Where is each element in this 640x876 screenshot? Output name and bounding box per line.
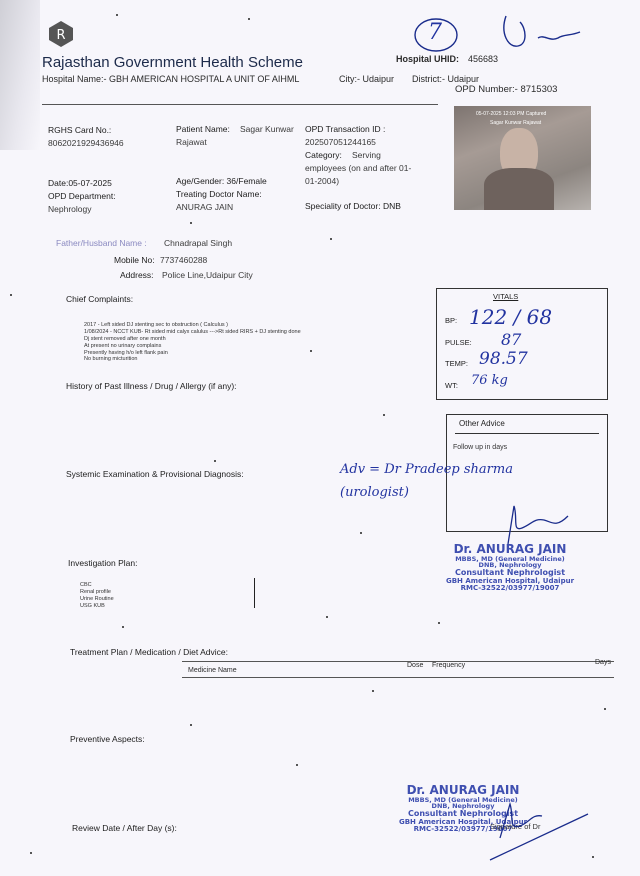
other-advice-title: Other Advice — [459, 419, 505, 428]
bp-label: BP: — [445, 316, 458, 325]
handwritten-circled-number — [412, 16, 460, 54]
bp-value: 122 / 68 — [469, 305, 553, 329]
investigation-item: Renal profile — [80, 588, 111, 595]
speck — [604, 708, 606, 710]
chief-complaints-heading: Chief Complaints: — [66, 294, 134, 304]
col-dose: Dose — [407, 662, 424, 669]
stamp-line-4: GBH American Hospital, Udaipur — [398, 817, 528, 826]
stamp-line-3: Consultant Nephrologist — [407, 809, 519, 819]
stamp-line-3: Consultant Nephrologist — [454, 568, 566, 578]
weight-value: 76 kg — [471, 373, 508, 388]
header-rule — [42, 104, 438, 105]
complaint-line: Presently having h/o left flank pain — [84, 349, 168, 356]
address-value: Police Line,Udaipur City — [162, 270, 253, 280]
table-top-rule — [182, 661, 614, 662]
age-gender: Age/Gender: 36/Female — [176, 176, 267, 186]
opd-department-label: OPD Department: — [48, 191, 116, 201]
patient-name-label: Patient Name: — [176, 124, 230, 134]
stamp-line-2: DNB, Nephrology — [431, 802, 495, 811]
handwritten-opd-number: 7 — [428, 20, 442, 45]
rghs-card-label: RGHS Card No.: — [48, 125, 112, 135]
stamp-line-4: GBH American Hospital, Udaipur — [445, 576, 575, 585]
scheme-title: Rajasthan Government Health Scheme — [42, 54, 303, 71]
handwritten-diagnosis: Adv = Dr Pradeep sharma (urologist) — [340, 462, 513, 501]
complaint-line: No burning micturition — [84, 356, 138, 363]
col-medicine-name: Medicine Name — [188, 667, 237, 674]
speck — [383, 414, 385, 416]
stamp-line-5: RMC-32522/03977/19007 — [413, 824, 513, 833]
speck — [248, 18, 250, 20]
patient-name-value: Sagar Kunwar — [240, 124, 294, 134]
investigation-heading: Investigation Plan: — [68, 558, 138, 568]
scheme-logo-icon — [47, 20, 75, 48]
stamp-doctor-name: Dr. ANURAG JAIN — [453, 542, 567, 556]
speck — [360, 532, 362, 534]
rghs-card-value: 8062021929436946 — [48, 138, 124, 148]
doctor-stamp — [430, 543, 590, 592]
patient-name-value-line2: Rajawat — [176, 137, 207, 147]
stamp-line-2: DNB, Nephrology — [478, 561, 542, 570]
vitals-title: VITALS — [493, 292, 519, 301]
treatment-heading: Treatment Plan / Medication / Diet Advice: — [70, 647, 228, 657]
opd-transaction-value: 202507051244165 — [305, 137, 376, 147]
mobile-value: 7737460288 — [160, 255, 208, 265]
photo-caption-2: Sagar Kunwar Rajawat — [490, 120, 542, 126]
speck — [122, 626, 124, 628]
patient-photo — [454, 106, 591, 210]
complaint-line: 2017 - Left sided DJ stenting sec to obstruction ( Calculus ) — [84, 322, 228, 328]
other-advice-divider — [455, 433, 599, 434]
hospital-name: Hospital Name:- GBH AMERICAN HOSPITAL A UNIT OF AIHML — [42, 74, 300, 84]
doctor-speciality: Speciality of Doctor: DNB — [305, 201, 401, 211]
vertical-mark — [254, 578, 255, 608]
complaint-line: At present no urinary complains — [84, 342, 162, 349]
hospital-uhid-label: Hospital UHID: — [396, 54, 459, 64]
father-husband-label: Father/Husband Name : — [56, 238, 147, 248]
opd-transaction-label: OPD Transaction ID : — [305, 124, 386, 134]
svg-text:R: R — [56, 28, 66, 43]
speck — [438, 622, 440, 624]
col-days: Days — [595, 659, 611, 666]
opd-number: OPD Number:- 8715303 — [455, 84, 558, 95]
investigation-notes — [80, 582, 114, 610]
speck — [214, 460, 216, 462]
doctor-signature-2 — [470, 784, 600, 864]
handwritten-scribble — [498, 8, 588, 52]
investigation-item: CBC — [80, 582, 92, 588]
stamp-line-1: MBBS, MD (General Medicine) — [408, 795, 518, 804]
speck — [372, 690, 374, 692]
city: City:- Udaipur — [339, 74, 395, 84]
speck — [10, 294, 12, 296]
speck — [330, 238, 332, 240]
temp-label: TEMP: — [445, 359, 468, 368]
review-heading: Review Date / After Day (s): — [72, 823, 177, 833]
folded-corner — [0, 0, 40, 150]
category-label: Category: — [305, 150, 342, 160]
patient-shoulders — [484, 168, 554, 210]
stamp-doctor-name: Dr. ANURAG JAIN — [406, 783, 520, 797]
systemic-exam-heading: Systemic Examination & Provisional Diagnosis: — [66, 469, 244, 479]
speck — [592, 856, 594, 858]
complaint-line: 1/08/2024 - NCCT KUB- Rt sided mid calyx calulus --->Rt sided RIRS + DJ stenting done — [84, 328, 301, 335]
category-value: Serving — [352, 150, 381, 160]
pulse-label: PULSE: — [445, 338, 472, 347]
treating-doctor-label: Treating Doctor Name: — [176, 189, 262, 199]
investigation-item: USG KUB — [80, 602, 105, 609]
speck — [190, 724, 192, 726]
address-label: Address: — [120, 270, 154, 280]
mobile-label: Mobile No: — [114, 255, 155, 265]
hospital-uhid-value: 456683 — [468, 54, 499, 64]
pulse-value: 87 — [501, 330, 522, 349]
speck — [190, 222, 192, 224]
signature-caption: Signature of Dr — [490, 822, 541, 831]
speck — [310, 350, 312, 352]
stamp-line-5: RMC-32522/03977/19007 — [460, 583, 560, 592]
complaints-notes — [84, 322, 354, 363]
temp-value: 98.57 — [479, 349, 528, 369]
speck — [30, 852, 32, 854]
treating-doctor-value: ANURAG JAIN — [176, 202, 234, 212]
speck — [116, 14, 118, 16]
photo-caption-1: 05-07-2025 12:03 PM Captured — [476, 111, 547, 117]
investigation-item: Urine Routine — [80, 595, 114, 602]
table-header-rule — [182, 677, 614, 678]
history-heading: History of Past Illness / Drug / Allergy (if any): — [66, 381, 237, 391]
complaint-line: Dj stent removed after one month — [84, 335, 166, 342]
speck — [326, 616, 328, 618]
opd-department-value: Nephrology — [48, 204, 92, 214]
father-husband-value: Chnadrapal Singh — [164, 238, 233, 248]
col-frequency: Frequency — [432, 662, 466, 669]
weight-label: WT: — [445, 381, 458, 390]
preventive-heading: Preventive Aspects: — [70, 734, 145, 744]
category-line3: 01-2004) — [305, 176, 340, 186]
district: District:- Udaipur — [412, 74, 480, 84]
speck — [296, 764, 298, 766]
visit-date: Date:05-07-2025 — [48, 178, 112, 188]
stamp-line-1: MBBS, MD (General Medicine) — [455, 554, 565, 563]
vitals-box — [436, 288, 608, 400]
category-line2: employees (on and after 01- — [305, 163, 412, 173]
follow-up-text: Follow up in days — [453, 444, 508, 451]
doctor-signature-1 — [492, 498, 582, 548]
